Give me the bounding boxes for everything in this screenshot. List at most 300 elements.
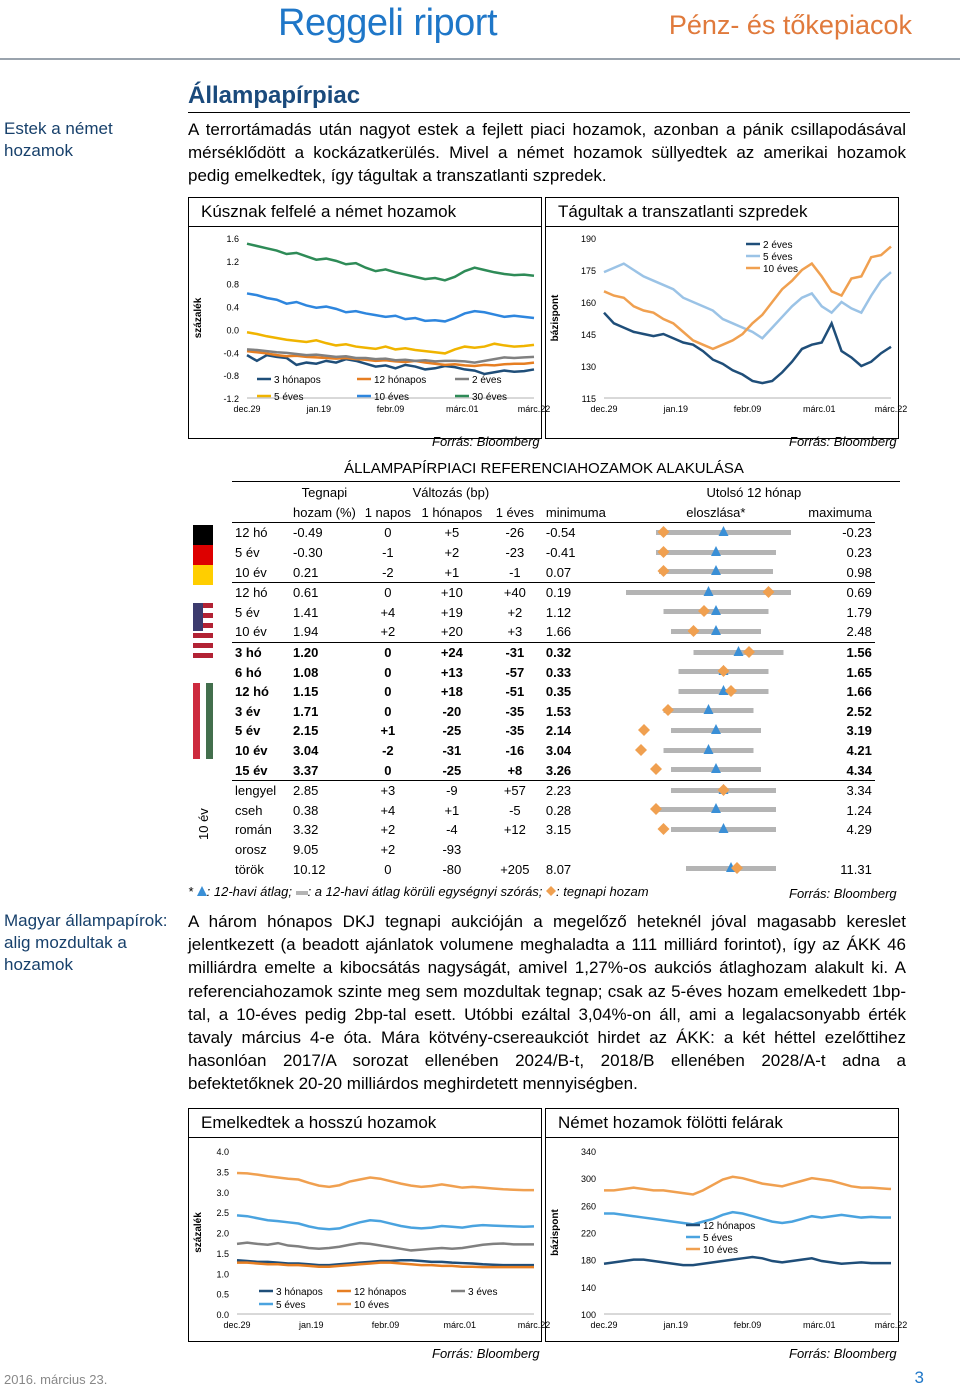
current-diamond-icon [687,625,699,637]
row-distribution [633,603,799,623]
legend-label: 3 hónapos [276,1287,323,1298]
header-1eves: 1 éves [495,504,535,520]
row-change-1y: +205 [500,861,530,877]
row-change-1m: +1 [444,564,460,580]
row-label: orosz [235,841,267,857]
distribution-plot [636,663,796,681]
section-divider [188,112,910,113]
current-diamond-icon [650,763,662,775]
distribution-plot [636,623,796,641]
sidebar-note-top: Estek a német hozamok [4,119,113,160]
row-change-1m: +2 [444,545,460,561]
series-line [604,1177,891,1195]
row-yield: 3.32 [293,822,319,838]
row-distribution [633,682,799,702]
header-max: maximuma [808,504,872,520]
table-row [232,801,875,821]
row-label: 5 év [235,545,260,561]
legend-label: 10 éves [354,1300,390,1311]
row-distribution [633,543,799,563]
chart-title: Német hozamok fölötti felárak [546,1108,898,1138]
legend-label: 3 hónapos [274,375,321,386]
y-axis-label: bázispont [550,294,561,342]
row-change-1y: +57 [503,783,526,799]
y-tick-label: 190 [580,234,596,244]
row-distribution [633,801,799,821]
side-label-10ev: 10 év [196,808,211,840]
row-distribution [633,562,799,582]
distribution-plot [636,524,796,542]
row-label: 3 év [235,703,261,719]
chart-spreads-over-german [545,1108,908,1342]
table-row [232,682,875,702]
distribution-plot [636,801,796,819]
row-min: 2.14 [545,723,572,739]
row-change-1d: +2 [380,822,396,838]
row-label: 5 év [235,723,261,739]
row-distribution [633,859,799,879]
y-tick-label: 0.0 [226,325,239,336]
row-min: 8.07 [545,861,572,877]
row-change-1m: +18 [440,684,463,700]
header-blank [232,503,290,523]
row-max: 0.98 [846,564,872,580]
row-change-1d: +2 [380,624,396,640]
header-tegnapi: Tegnapi [301,485,348,501]
distribution-plot [636,584,796,602]
row-distribution [633,662,799,682]
row-change-1y: -26 [505,525,525,541]
x-tick-label: márc.22 [517,404,551,414]
y-tick-label: 3.5 [216,1167,229,1178]
current-diamond-icon [657,526,669,538]
y-tick-label: 260 [580,1201,596,1212]
current-diamond-icon [743,646,755,658]
table-row [232,582,875,602]
y-tick-label: -1.2 [223,394,239,404]
row-min: -0.54 [545,525,576,541]
y-tick-label: 220 [580,1228,596,1239]
row-change-1y: -57 [505,664,525,680]
row-yield: 1.71 [293,703,319,719]
row-change-1y: +3 [507,624,523,640]
current-diamond-icon [725,685,737,697]
row-change-1d: 0 [384,645,392,661]
row-label: török [235,861,264,877]
row-change-1m: +13 [440,664,463,680]
row-distribution [633,840,799,860]
legend-label: 10 éves [374,392,410,403]
legend-label: 5 éves [703,1233,733,1244]
row-distribution [633,741,799,761]
distribution-plot [636,683,796,701]
current-diamond-icon [638,724,650,736]
flags [193,525,213,785]
row-change-1d: +4 [380,604,396,620]
row-change-1d: -1 [382,545,394,561]
x-tick-label: márc.22 [517,1320,551,1330]
row-change-1y: +12 [503,822,526,838]
table-row [232,622,875,642]
row-change-1m: -25 [442,723,462,739]
table-row [232,562,875,582]
triangle-legend-icon [197,886,207,896]
x-tick-label: márc.01 [802,1320,836,1330]
chart-source: Forrás: Bloomberg [789,434,897,449]
y-axis-label: százalék [193,297,204,339]
row-change-1y: +40 [503,585,526,601]
row-change-1d: -2 [382,743,394,759]
page-date: 2016. március 23. [4,1372,108,1387]
x-tick-label: dec.29 [233,404,261,414]
current-diamond-icon [657,546,669,558]
x-tick-label: márc.01 [443,1320,477,1330]
row-change-1y: -35 [505,723,525,739]
legend-label: 12 hónapos [703,1221,756,1232]
y-tick-label: -0.4 [223,348,239,359]
legend-label: 30 éves [472,392,508,403]
row-max: 3.19 [846,723,872,739]
table-row [232,820,875,840]
row-distribution [633,760,799,780]
header-1napos: 1 napos [364,504,411,520]
row-distribution [633,642,799,662]
row-min: 0.32 [545,645,572,661]
flag-germany-icon [193,525,213,585]
distribution-plot [636,742,796,760]
row-label: 12 hó [235,525,268,541]
row-label: 10 év [235,564,267,580]
row-distribution [633,622,799,642]
row-yield: 0.21 [293,564,319,580]
chart-long-yields [188,1108,551,1342]
flag-usa-icon [193,603,213,661]
row-distribution [633,820,799,840]
report-subtitle: Pénz- és tőkepiacok [668,10,912,40]
chart-source: Forrás: Bloomberg [432,434,540,449]
row-label: lengyel [235,783,277,799]
chart-german-yields [188,197,551,439]
row-change-1y: -16 [505,743,525,759]
series-line [237,1173,534,1190]
row-max: 4.34 [846,762,872,778]
chart-title: Tágultak a transzatlanti szpredek [546,197,898,227]
row-min [543,840,633,860]
chart-plot [189,1109,551,1341]
row-yield: 2.85 [293,783,319,799]
row-yield: 9.05 [293,841,319,857]
y-tick-label: 1.2 [226,256,239,267]
header-utolso: Utolsó 12 hónap [706,485,802,501]
table-source: Forrás: Bloomberg [789,886,897,901]
row-max: 1.79 [846,604,872,620]
row-change-1d: 0 [384,525,392,541]
y-tick-label: 4.0 [216,1147,229,1157]
y-tick-label: 1.0 [216,1269,229,1280]
y-tick-label: 0.5 [216,1289,229,1300]
sidebar-note-bottom: Magyar állampapírok: alig mozdultak a hozamok [4,911,168,974]
row-max: -0.23 [842,525,872,541]
row-change-1d: +1 [380,723,396,739]
x-tick-label: márc.22 [874,404,908,414]
row-yield: 1.15 [293,684,319,700]
row-max: 1.65 [846,664,872,680]
table-row [232,523,875,543]
row-yield: 3.37 [293,762,319,778]
chart-plot [189,198,551,438]
row-change-1d: +2 [380,841,396,857]
row-min: 0.28 [545,802,572,818]
row-yield: 3.04 [293,743,319,759]
row-change-1m: -80 [442,861,462,877]
reference-yield-table [232,483,875,879]
row-label: román [235,822,272,838]
y-tick-label: 1.5 [216,1248,229,1259]
row-change-1d: +3 [380,783,396,799]
row-label: 10 év [235,624,267,640]
row-min: 3.26 [545,762,572,778]
distribution-plot [636,722,796,740]
row-change-1d: 0 [384,861,392,877]
row-min: -0.41 [545,545,576,561]
current-diamond-icon [731,862,743,874]
y-tick-label: 100 [580,1310,596,1320]
row-max: 1.56 [846,645,872,661]
y-tick-label: 130 [580,362,596,372]
x-tick-label: márc.01 [802,404,836,414]
table-row [232,840,875,860]
row-change-1y: +8 [507,762,523,778]
table-divider [232,481,900,482]
row-max: 3.34 [846,783,872,799]
row-change-1y: -23 [505,545,525,561]
row-change-1m: -9 [446,783,458,799]
row-change-1y: -51 [505,684,525,700]
header-valtozas: Változás (bp) [412,485,490,501]
y-tick-label: 0.0 [216,1310,229,1320]
sd-bar-legend-icon [296,890,308,896]
row-yield: 1.08 [293,664,319,680]
x-tick-label: jan.19 [298,1320,324,1330]
current-diamond-icon [698,605,710,617]
chart-transatlantic-spreads [545,197,908,439]
row-yield: 1.94 [293,624,319,640]
row-label: 3 hó [235,645,262,661]
row-change-1d: 0 [384,762,392,778]
row-yield: 2.15 [293,723,319,739]
row-change-1m: +5 [444,525,460,541]
current-diamond-icon [717,665,729,677]
row-max: 1.24 [846,802,872,818]
x-tick-label: dec.29 [223,1320,251,1330]
chart-plot [546,1109,908,1341]
row-yield: -0.49 [293,525,323,541]
table-subheader-row [232,503,875,523]
row-change-1m: -93 [442,841,462,857]
legend-label: 10 éves [763,264,799,275]
row-max: 0.23 [846,545,872,561]
chart-title: Kúsznak felfelé a német hozamok [189,197,541,227]
row-change-1d: 0 [384,585,392,601]
y-tick-label: 2.0 [216,1228,229,1239]
row-label: 6 hó [235,664,262,680]
current-diamond-icon [657,565,669,577]
row-min: 0.19 [545,585,572,601]
header-hozam: hozam (%) [293,504,356,520]
header-blank [232,483,290,503]
paragraph-hungary: A három hónapos DKJ tegnapi aukcióján a megelőző heteknél jóval magasabb kereslet jelentkezett (a beadott ajánlatok volumene meghaladta a 111 milliárd forintot), így az ÁKK 46 milliárdra emelte a kibocsátás nagyságát, amivel 1,27%-os aukciós átlaghozam alakult ki. A referenciahozamok szinte meg sem mozdultak tegnap; csak az 5-éves hozam emelkedett 1bp-tal, a 10-éves pedig 2bp-tal esett. Utóbbi ezáltal 3,04%-on áll, ami a legalacsonyabb érték tavaly március 4-e óta. Mára kötvény-csereaukciót hirdet az ÁKK: a két héttel ezelőttihez hasonlóan 2017/A sorozat ellenében 2024/B-t, 2018/B ellenében 2028/A-t adna a befektetőknek 20-20 milliárdos meghirdetett mennyiségben. [188,912,906,1094]
distribution-plot [636,702,796,720]
row-yield: 0.38 [293,802,319,818]
legend-label: 5 éves [763,252,793,263]
x-tick-label: jan.19 [306,404,332,414]
y-tick-label: -0.8 [223,371,239,382]
row-change-1m: -20 [442,703,462,719]
row-max [799,840,875,860]
row-distribution [633,780,799,800]
row-change-1y: -1 [509,564,521,580]
row-min: 0.07 [545,564,572,580]
x-tick-label: márc.01 [445,404,479,414]
legend-label: 12 hónapos [374,375,427,386]
row-label: 15 év [235,762,268,778]
legend-label: 5 éves [274,392,304,403]
row-label: cseh [235,802,263,818]
table-footnote: * : 12-havi átlag; : a 12-havi átlag körüli egységnyi szórás; : tegnapi hozam [188,884,649,899]
series-line [247,332,534,353]
row-label: 10 év [235,743,268,759]
series-line [604,1257,891,1265]
header-min: minimuma [545,504,606,520]
row-yield: 0.61 [293,585,319,601]
row-change-1m: +20 [440,624,463,640]
y-tick-label: 140 [580,1282,596,1293]
row-max: 0.69 [846,585,872,601]
current-diamond-icon [635,744,647,756]
series-line [604,313,891,383]
row-change-1d: +4 [380,802,396,818]
table-row [232,543,875,563]
header-divider [0,58,960,60]
x-tick-label: márc.22 [874,1320,908,1330]
row-min: 1.12 [545,604,572,620]
table-title: ÁLLAMPAPÍRPIACI REFERENCIAHOZAMOK ALAKULÁSA [344,460,744,477]
row-max: 2.52 [846,703,872,719]
row-min: 1.53 [545,703,572,719]
row-min: 0.33 [545,664,572,680]
row-distribution [633,702,799,722]
section-title: Állampapírpiac [188,82,361,109]
x-tick-label: febr.09 [376,404,405,414]
row-max: 4.21 [846,743,872,759]
row-min: 1.66 [545,624,572,640]
row-distribution [633,721,799,741]
distribution-plot [636,644,796,662]
y-tick-label: 3.0 [216,1187,229,1198]
y-tick-label: 300 [580,1174,596,1185]
series-line [237,1243,534,1251]
x-tick-label: jan.19 [663,404,689,414]
y-tick-label: 2.5 [216,1208,229,1219]
row-distribution [633,582,799,602]
y-tick-label: 175 [580,266,596,276]
header-empty [543,483,633,503]
y-tick-label: 1.6 [226,234,239,244]
row-max: 4.29 [846,822,872,838]
y-axis-label: bázispont [550,1209,561,1256]
row-change-1y [487,840,543,860]
row-yield: -0.30 [293,545,323,561]
row-label: 12 hó [235,684,269,700]
legend-label: 5 éves [276,1300,306,1311]
row-change-1y: -35 [505,703,525,719]
current-diamond-icon [657,823,669,835]
row-change-1m: +24 [440,645,463,661]
row-max: 11.31 [840,861,872,877]
chart-source: Forrás: Bloomberg [432,1346,540,1361]
legend-label: 10 éves [703,1245,739,1256]
legend-label: 2 éves [763,240,793,251]
x-tick-label: dec.29 [590,1320,618,1330]
legend-label: 2 éves [472,375,502,386]
table-row [232,859,875,879]
row-change-1y: +2 [507,604,523,620]
row-change-1m: -31 [442,743,462,759]
header-1honapos: 1 hónapos [421,504,483,520]
table-row [232,721,875,741]
legend-label: 12 hónapos [354,1287,407,1298]
series-line [237,1215,534,1229]
y-tick-label: 145 [580,330,596,340]
table-row [232,642,875,662]
distribution-plot [636,761,796,779]
distribution-plot [636,544,796,562]
distribution-plot [636,821,796,839]
table-row [232,702,875,722]
flag-hungary-icon [193,683,213,759]
row-change-1d: 0 [384,684,392,700]
row-min: 3.15 [545,822,572,838]
table-row [232,760,875,780]
row-label: 12 hó [235,585,268,601]
x-tick-label: febr.09 [371,1320,400,1330]
current-diamond-icon [650,803,662,815]
paragraph-intro: A terrortámadás után nagyot estek a fejlett piaci hozamok, azonban a pánik csillapodásával mérséklődött a kockázatkerülés. Mivel a német hozamok süllyedtek az amerikai hozamok pedig emelkedtek, így tágultak a transzatlanti szpredek. [188,120,906,186]
chart-plot [546,198,908,438]
row-max: 2.48 [846,624,872,640]
table-row [232,603,875,623]
y-tick-label: 180 [580,1255,596,1266]
current-diamond-icon [762,586,774,598]
y-tick-label: 115 [581,394,596,404]
distribution-plot [636,563,796,581]
y-tick-label: 0.8 [226,279,239,290]
x-tick-label: dec.29 [590,404,618,414]
series-line [247,244,534,281]
x-tick-label: febr.09 [733,404,762,414]
row-change-1d: 0 [384,703,392,719]
row-label: 5 év [235,604,260,620]
y-tick-label: 160 [580,298,596,308]
x-tick-label: jan.19 [663,1320,689,1330]
row-change-1y: -31 [505,645,525,661]
row-change-1y: -5 [509,802,521,818]
distribution-plot [636,860,796,878]
legend-label: 3 éves [468,1287,498,1298]
row-yield: 1.20 [293,645,319,661]
row-change-1d: 0 [384,664,392,680]
y-tick-label: 0.4 [226,302,239,313]
